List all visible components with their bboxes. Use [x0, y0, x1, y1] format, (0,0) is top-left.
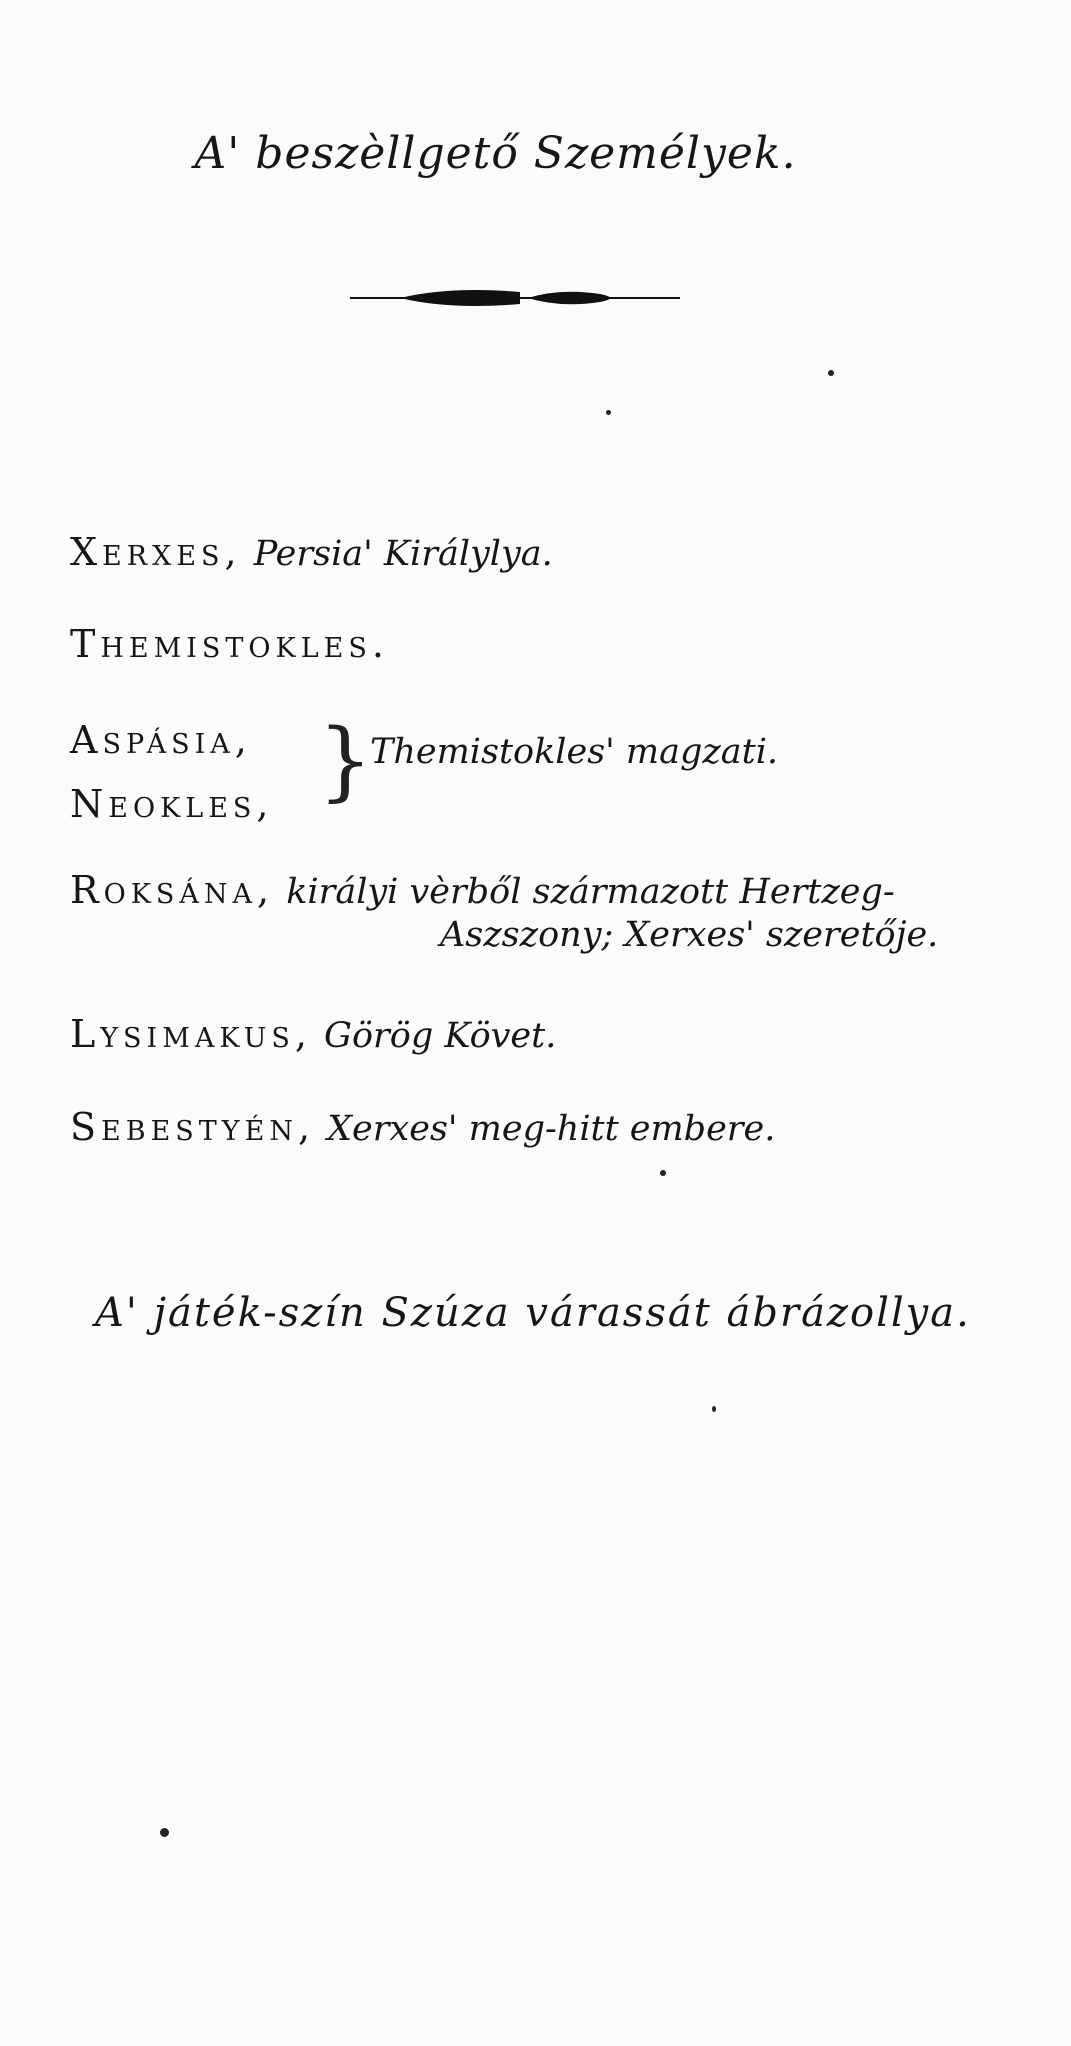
person-name: Sebestyén,: [70, 1105, 316, 1149]
print-speck: [828, 370, 834, 376]
person-row-xerxes: [70, 530, 553, 574]
scene-note: A' játék-szín Szúza várassát ábrázollya.: [95, 1290, 971, 1336]
person-name: Lysimakus,: [70, 1012, 312, 1056]
person-name: Themistokles.: [70, 622, 389, 666]
person-desc: Persia' Királylya.: [253, 534, 553, 574]
person-row-aspasia: [70, 718, 252, 762]
person-row-lysimakus: [70, 1012, 556, 1056]
person-desc: királyi vèrből származott Hertzeg-: [286, 872, 895, 912]
person-name: Neokles,: [70, 782, 274, 826]
person-name: Roksána,: [70, 868, 275, 912]
print-speck: [712, 1406, 716, 1412]
person-desc: Xerxes' meg-hitt embere.: [327, 1109, 776, 1149]
pair-desc: Themistokles' magzati.: [370, 732, 779, 772]
person-row-roksana: [70, 868, 895, 912]
brace-icon: }: [318, 711, 373, 811]
person-row-sebestyen: [70, 1105, 775, 1149]
page-title: A' beszèllgető Személyek.: [194, 128, 797, 179]
person-desc-continued: Aszszony; Xerxes' szeretője.: [440, 915, 939, 955]
person-row-themistokles: [70, 622, 389, 666]
person-desc: Görög Követ.: [324, 1016, 557, 1056]
print-speck: [660, 1170, 666, 1176]
print-speck: [160, 1828, 169, 1837]
print-speck: [606, 410, 611, 415]
ornament-divider: [350, 278, 680, 318]
person-name: Xerxes,: [70, 530, 242, 574]
person-name: Aspásia,: [70, 718, 252, 762]
person-row-neokles: [70, 782, 273, 826]
